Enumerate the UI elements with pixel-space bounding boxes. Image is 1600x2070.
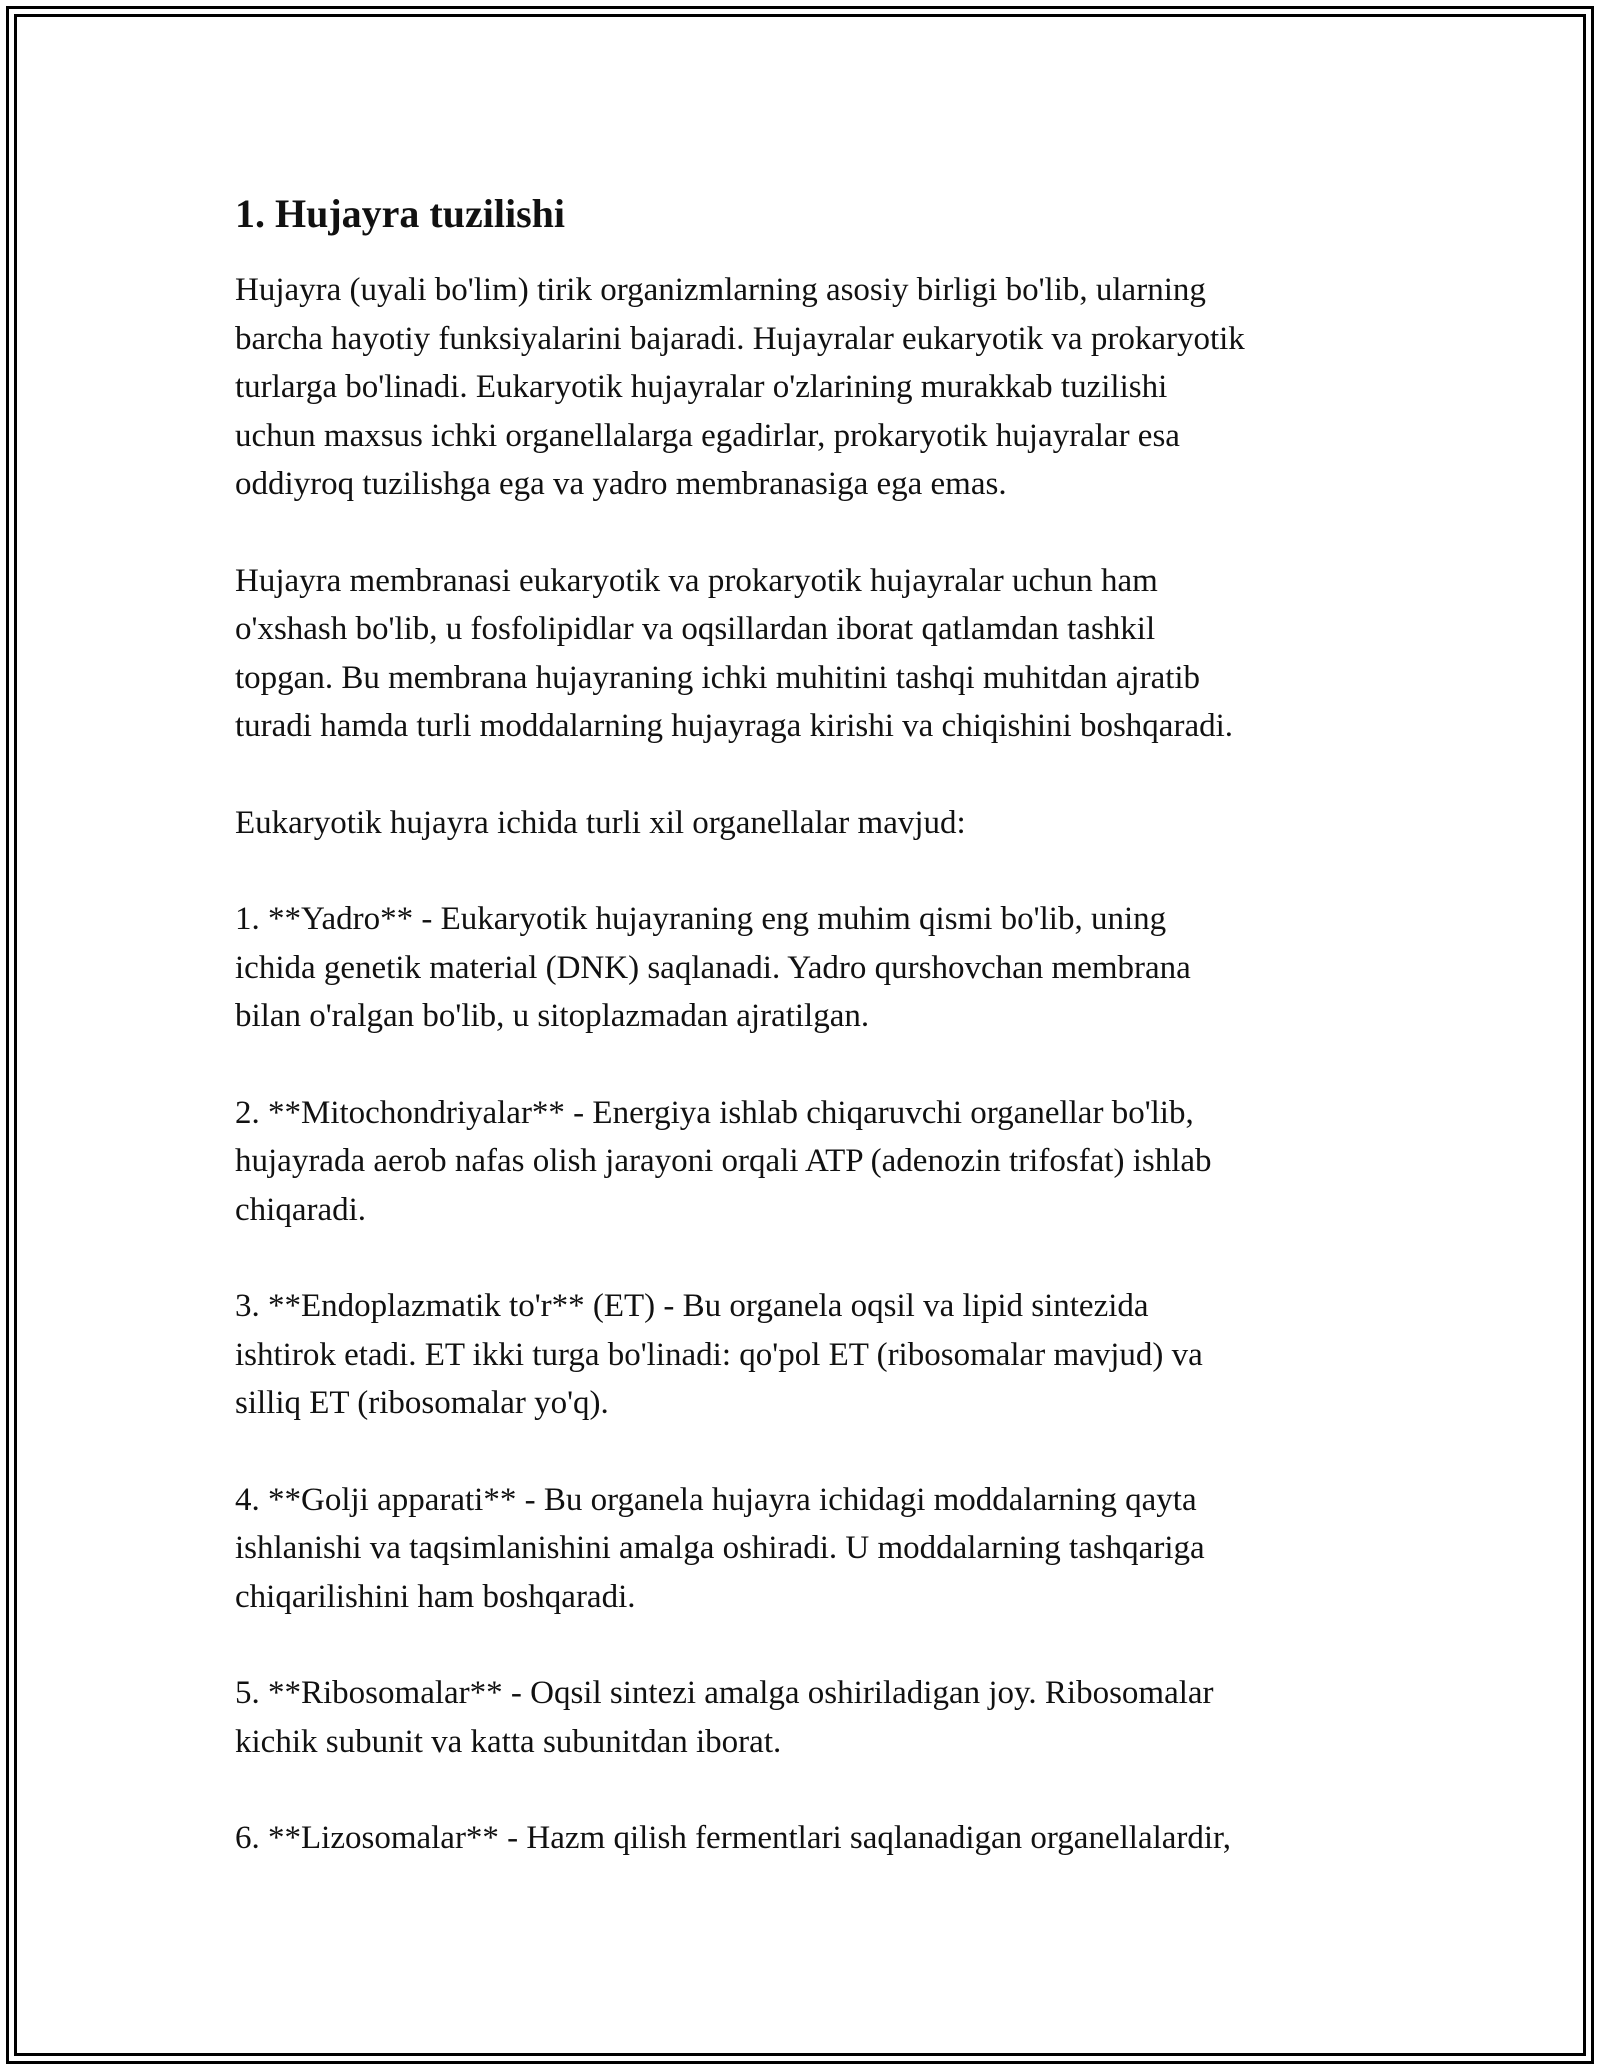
list-item-endoplazmatik-tor: 3. **Endoplazmatik to'r** (ET) - Bu organela oqsil va lipid sintezida ishtirok etadi. ET ikki turga bo'linadi: qo'pol ET (ribosomalar mavjud) va silliq ET (ribosomalar yo'q). (235, 1288, 1203, 1421)
intro-paragraph: Hujayra (uyali bo'lim) tirik organizmlarning asosiy birligi bo'lib, ularning barcha hayotiy funksiyalarini bajaradi. Hujayralar eukaryotik va prokaryotik turlarga bo'linadi. Eukaryotik hujayralar o'zlarining murakkab tuzilishi uchun maxsus ichki organellalarga egadirlar, prokaryotik hujayralar esa oddiyroq tuzilishga ega va yadro membranasiga ega emas. (235, 272, 1245, 502)
organelles-intro-paragraph: Eukaryotik hujayra ichida turli xil organellalar mavjud: (235, 804, 966, 841)
list-item-ribosomalar: 5. **Ribosomalar** - Oqsil sintezi amalga oshiriladigan joy. Ribosomalar kichik subunit va katta subunitdan iborat. (235, 1675, 1214, 1760)
page-title: 1. Hujayra tuzilishi (235, 191, 566, 236)
list-item-mitochondriyalar: 2. **Mitochondriyalar** - Energiya ishlab chiqaruvchi organellar bo'lib, hujayrada aerob nafas olish jarayoni orqali ATP (adenozin trifosfat) ishlab chiqaradi. (235, 1094, 1212, 1228)
list-item-golji-apparati: 4. **Golji apparati** - Bu organela hujayra ichidagi moddalarning qayta ishlanishi va taqsimlanishini amalga oshiradi. U moddalarning tashqariga chiqarilishini ham boshqaradi. (235, 1481, 1205, 1615)
membrane-paragraph: Hujayra membranasi eukaryotik va prokaryotik hujayralar uchun ham o'xshash bo'lib, u fosfolipidlar va oqsillardan iborat qatlamdan tashkil topgan. Bu membrana hujayraning ichki muhitini tashqi muhitdan ajratib turadi hamda turli moddalarning hujayraga kirishi va chiqishini boshqaradi. (235, 562, 1234, 744)
list-item-yadro: 1. **Yadro** - Eukaryotik hujayraning eng muhim qismi bo'lib, uning ichida genetik material (DNK) saqlanadi. Yadro qurshovchan membrana bilan o'ralgan bo'lib, u sitoplazmadan ajratilgan. (235, 901, 1191, 1034)
list-item-lizosomalar: 6. **Lizosomalar** - Hazm qilish fermentlari saqlanadigan organellalardir, (235, 1820, 1231, 1856)
document-content (235, 190, 1375, 1911)
